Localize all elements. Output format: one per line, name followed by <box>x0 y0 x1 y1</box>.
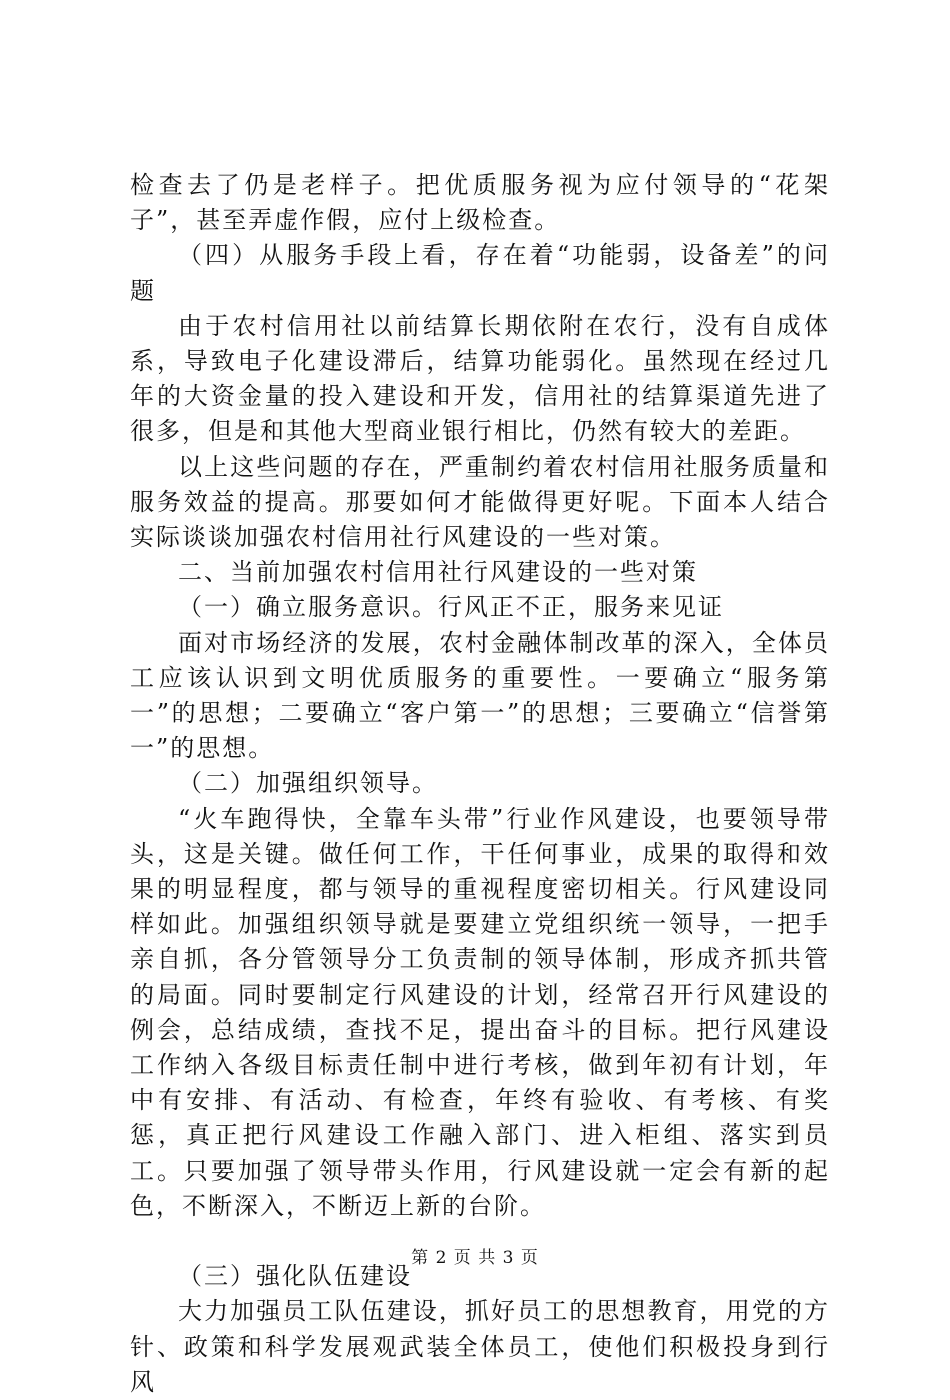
page-footer: 第 2 页 共 3 页 <box>411 1248 539 1268</box>
paragraph: 面对市场经济的发展，农村金融体制改革的深入，全体员工应该认识到文明优质服务的重要性。一要确立“服务第一”的思想；二要确立“客户第一”的思想；三要确立“信誉第一”的思想。 <box>130 628 830 763</box>
paragraph: 大力加强员工队伍建设，抓好员工的思想教育，用党的方针、政策和科学发展观武装全体员工，使他们积极投身到行风 <box>130 1297 830 1396</box>
section-heading-main: 二、当前加强农村信用社行风建设的一些对策 <box>178 558 698 587</box>
paragraph-continuation: 检查去了仍是老样子。把优质服务视为应付领导的“花架子”，甚至弄虚作假，应付上级检查。 <box>130 171 830 235</box>
section-heading-3: （三）强化队伍建设 <box>178 1262 412 1291</box>
document-body <box>130 168 830 1400</box>
paragraph: 由于农村信用社以前结算长期依附在农行，没有自成体系，导致电子化建设滞后，结算功能弱化。虽然现在经过几年的大资金量的投入建设和开发，信用社的结算渠道先进了很多，但是和其他大型商业银行相比，仍然有较大的差距。 <box>130 311 830 446</box>
section-heading-2: （二）加强组织领导。 <box>178 769 438 798</box>
section-heading-4: （四）从服务手段上看，存在着“功能弱，设备差”的问题 <box>130 241 830 305</box>
paragraph: “火车跑得快，全靠车头带”行业作风建设，也要领导带头，这是关键。做任何工作，干任何事业，成果的取得和效果的明显程度，都与领导的重视程度密切相关。行风建设同样如此。加强组织领导就是要建立党组织统一领导，一把手亲自抓，各分管领导分工负责制的领导体制，形成齐抓共管的局面。同时要制定行风建设的计划，经常召开行风建设的例会，总结成绩，查找不足，提出奋斗的目标。把行风建设工作纳入各级目标责任制中进行考核，做到年初有计划，年中有安排、有活动、有检查，年终有验收、有考核、有奖惩，真正把行风建设工作融入部门、进入柜组、落实到员工。只要加强了领导带头作用，行风建设就一定会有新的起色，不断深入，不断迈上新的台阶。 <box>130 804 830 1220</box>
section-heading-1: （一）确立服务意识。行风正不正，服务来见证 <box>178 593 724 622</box>
paragraph: 以上这些问题的存在，严重制约着农村信用社服务质量和服务效益的提高。那要如何才能做得更好呢。下面本人结合实际谈谈加强农村信用社行风建设的一些对策。 <box>130 452 830 552</box>
